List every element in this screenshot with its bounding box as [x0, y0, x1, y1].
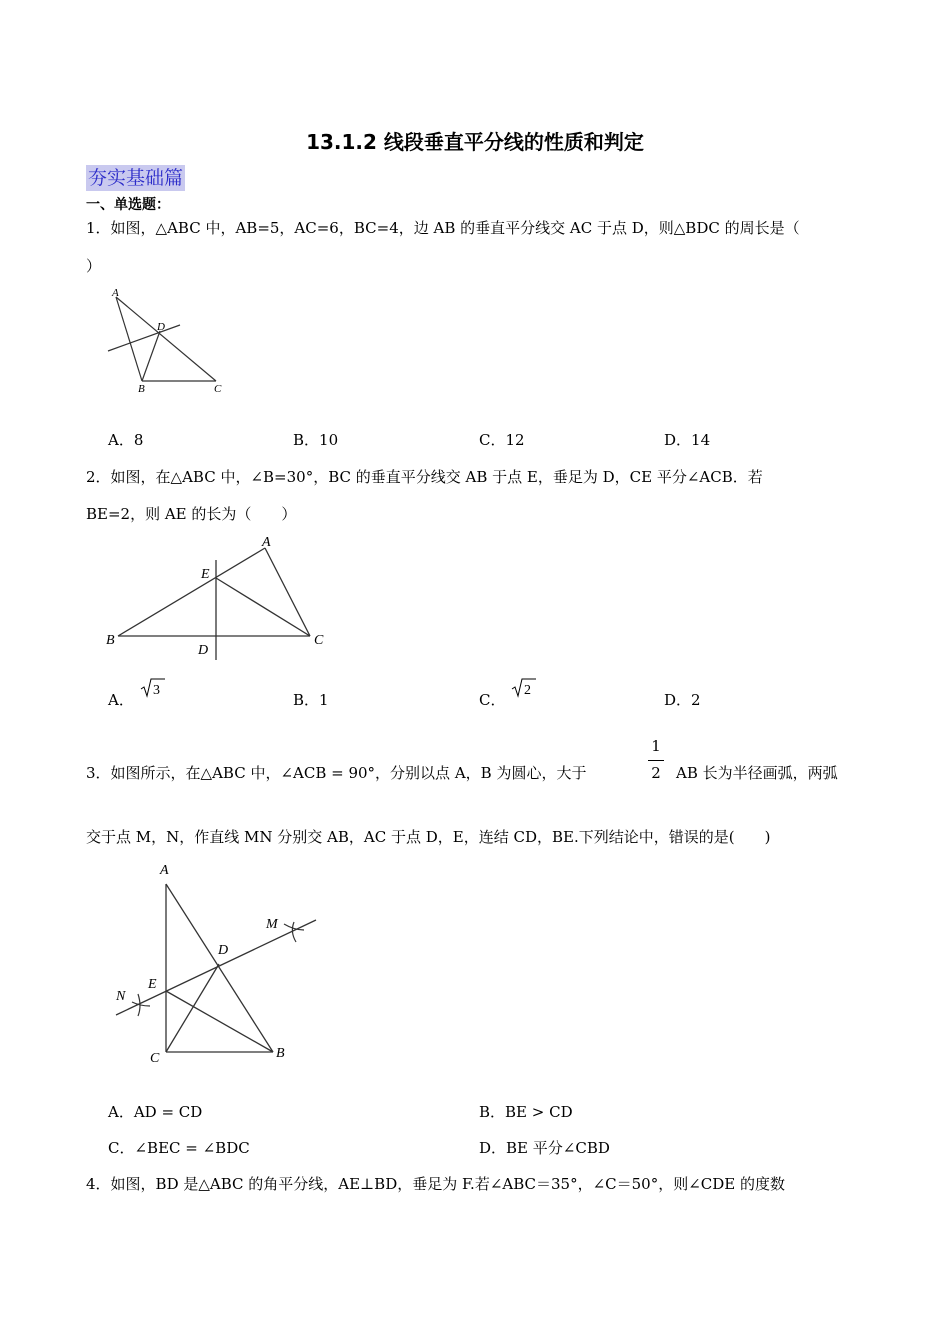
question-2-text-cont: BE=2，则 AE 的长为（ ）	[86, 505, 297, 523]
question-3-figure	[108, 860, 323, 1070]
question-1-figure	[104, 285, 234, 397]
q2-option-a-radical	[140, 677, 166, 699]
fig1-label-c: C	[214, 383, 222, 395]
question-1-text-cont: ）	[86, 257, 102, 275]
page-title: 13.1.2 线段垂直平分线的性质和判定	[306, 130, 644, 154]
fig3-label-m: M	[266, 917, 278, 932]
fig2-label-c: C	[314, 633, 324, 648]
fig3-label-a: A	[160, 863, 169, 878]
fig2-label-e: E	[201, 567, 210, 582]
fig3-label-n: N	[116, 989, 126, 1004]
fig3-label-e: E	[148, 977, 157, 992]
question-2-text: 2．如图，在△ABC 中，∠B=30°，BC 的垂直平分线交 AB 于点 E，垂足为 D，CE 平分∠ACB．若	[86, 468, 763, 486]
q2-option-d: D．2	[664, 691, 701, 709]
fig3-label-d: D	[218, 943, 229, 958]
q1-option-d: D．14	[664, 431, 711, 449]
question-3-text-b: AB 长为半径画弧，两弧	[676, 764, 838, 782]
fraction-bar	[648, 760, 664, 761]
fig2-label-b: B	[106, 633, 115, 648]
q1-option-c: C．12	[479, 431, 525, 449]
question-2-figure	[102, 530, 337, 660]
q2-option-c-radicand: 2	[524, 683, 531, 698]
q3-option-b: B．BE > CD	[479, 1103, 573, 1121]
fig3-label-b: B	[276, 1046, 285, 1061]
q2-option-b: B．1	[293, 691, 329, 709]
section-heading: 夯实基础篇	[88, 167, 184, 189]
fig1-label-b: B	[138, 383, 145, 395]
q2-option-c: C．	[479, 691, 506, 709]
question-1-text: 1．如图，△ABC 中，AB=5，AC=6，BC=4，边 AB 的垂直平分线交 AC 于点 D，则△BDC 的周长是（	[86, 219, 800, 237]
q2-option-c-radical	[511, 677, 537, 699]
q1-option-a: A．8	[108, 431, 144, 449]
fraction-numerator: 1	[651, 737, 661, 755]
q3-option-d: D．BE 平分∠CBD	[479, 1139, 610, 1157]
q3-option-c: C．∠BEC = ∠BDC	[108, 1139, 250, 1157]
q3-option-a: A．AD = CD	[108, 1103, 203, 1121]
q1-option-b: B．10	[293, 431, 339, 449]
question-3-text-cont: 交于点 M，N，作直线 MN 分别交 AB，AC 于点 D，E，连结 CD，BE.下列结论中，错误的是( )	[86, 828, 771, 846]
question-3-text: 3．如图所示，在△ABC 中，∠ACB = 90°，分别以点 A，B 为圆心，大于	[86, 764, 587, 782]
subsection-heading: 一、单选题：	[86, 197, 170, 213]
fig2-label-a: A	[262, 535, 271, 550]
fraction-denominator: 2	[651, 764, 661, 782]
question-4-text: 4．如图，BD 是△ABC 的角平分线，AE⊥BD，垂足为 F.若∠ABC＝35°，∠C＝50°，则∠CDE 的度数	[86, 1175, 786, 1193]
q2-option-a-radicand: 3	[153, 683, 160, 698]
fig3-label-c: C	[150, 1051, 160, 1066]
q2-option-a: A．	[108, 691, 134, 709]
fig2-label-d: D	[198, 643, 209, 658]
fig1-label-a: A	[112, 287, 119, 299]
fig1-label-d: D	[157, 321, 165, 333]
